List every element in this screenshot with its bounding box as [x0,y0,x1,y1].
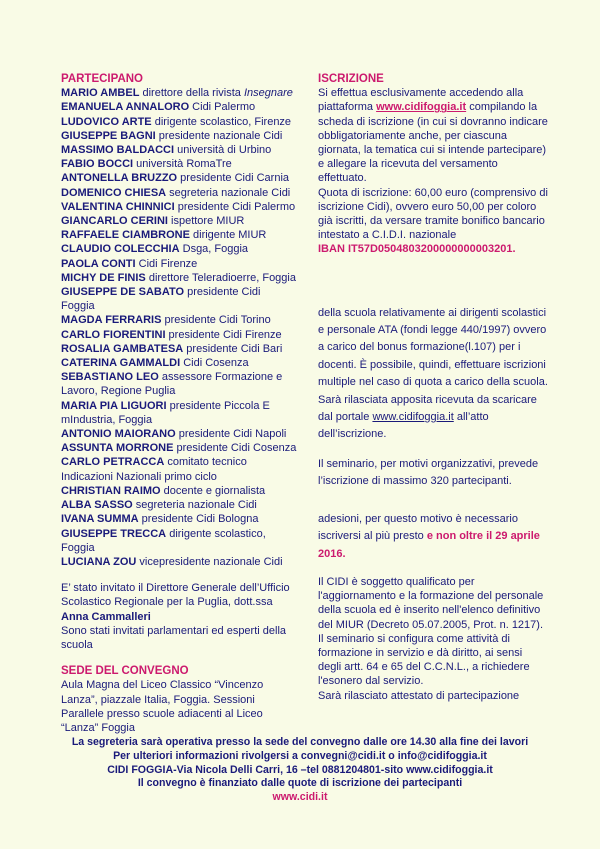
spacer [318,563,548,575]
registration-paragraph-3 [318,305,548,444]
participant-name: GIUSEPPE BAGNI [61,129,156,142]
participant-item [61,200,297,214]
participant-item [61,527,297,555]
participant-item [61,100,297,114]
footer-line-3: CIDI FOGGIA-Via Nicola Delli Carri, 16 –tel 0881204801-sito www.cidifoggia.it [107,763,493,776]
participant-name: MAGDA FERRARIS [61,314,162,327]
participant-name: PAOLA CONTI [61,257,136,270]
participant-role: presidente Cidi Firenze [165,328,282,341]
participant-name: VALENTINA CHINNICI [61,200,175,213]
invite-name: Anna Cammalleri [61,610,151,623]
participant-role: presidente Cidi Foggia [61,286,261,313]
participant-role: presidente Cidi Cosenza [173,442,297,455]
venue-text: Aula Magna del Liceo Classico “Vincenzo Lanza”, piazzale Italia, Foggia. Sessioni Parallele presso scuole adiacenti al Liceo “Lanza” Foggia [61,679,264,734]
participant-item [61,370,297,398]
participant-item [61,455,297,483]
participant-name: GIUSEPPE DE SABATO [61,286,185,299]
footer [40,736,560,805]
footer-line-1: La segreteria sarà operativa presso la sede del convegno dalle ore 14.30 alla fine dei lavori [71,736,529,748]
participant-item [61,143,297,157]
registration-paragraph-1 [318,86,548,185]
left-column [61,72,297,735]
participant-item [61,214,297,228]
participant-name: CLAUDIO COLECCHIA [61,243,180,256]
cidifoggia-link[interactable]: www.cidifoggia.it [376,101,467,114]
participant-name: MASSIMO BALDACCI [61,144,175,157]
participant-role: presidente Cidi Palermo [174,200,296,213]
participant-item [61,271,297,285]
participant-name: MARIO AMBEL [61,87,140,100]
participant-role: università RomaTre [133,158,232,171]
participant-role: direttore Teleradioerre, Foggia [145,271,296,284]
participant-role: presidente Cidi Napoli [175,428,287,441]
venue-heading: SEDE DEL CONVEGNO [61,665,189,678]
participant-name: ANTONIO MAIORANO [61,428,176,441]
participant-role: segreteria nazionale Cidi [132,499,257,512]
participant-item [61,257,297,271]
footer-website-link[interactable]: www.cidi.it [272,791,328,804]
participant-item [61,498,297,512]
participant-item [61,328,297,342]
participant-role: università di Urbino [174,144,272,157]
registration-paragraph-2: Quota di iscrizione: 60,00 euro (comprensivo di iscrizione Cidi), ovvero euro 50,00 per coloro già iscritti, da versare tramite bonifico bancario intestato a C.I.D.I. nazionale [318,186,548,242]
registration-paragraph-7: Sarà rilasciato attestato di partecipazione [318,689,520,702]
right-column [318,72,548,703]
participants-heading: PARTECIPANO [61,73,143,85]
registration-paragraph-4: Il seminario, per motivi organizzativi, prevede l’iscrizione di massimo 320 partecipanti. [318,457,539,488]
footer-line-2: Per ulteriori informazioni rivolgersi a convegni@cidi.it o info@cidifoggia.it [113,749,487,762]
registration-heading: ISCRIZIONE [318,73,384,85]
participant-item [61,115,297,129]
participant-role: vicepresidente nazionale Cidi [136,555,283,568]
participant-item [61,313,297,327]
participant-item [61,441,297,455]
registration-text: compilando la scheda di iscrizione (in cui si dovranno indicare obbligatoriamente anche, per ciascuna giornata, la tematica cui si intende partecipare) e allegare la ricevuta del versamento effettuato. [318,101,548,185]
registration-text: Si effettua esclusivamente accedendo alla piattaforma [318,87,524,114]
participant-item [61,157,297,171]
participant-role: Cidi Cosenza [180,357,249,370]
participant-item [61,228,297,242]
spacer [318,257,548,305]
spacer [318,444,548,456]
registration-text: all’atto dell’iscrizione. [318,411,489,441]
participant-role: presidente Cidi Carnia [177,172,289,185]
participant-role: Cidi Firenze [135,257,198,270]
participant-name: MARIA PIA LIGUORI [61,399,167,412]
participant-item [61,86,297,100]
spacer [61,569,297,581]
participant-item [61,186,297,200]
participant-name: CATERINA GAMMALDI [61,357,181,370]
spacer [61,652,297,664]
participant-name: LUCIANA ZOU [61,555,137,568]
participant-name: LUDOVICO ARTE [61,115,152,128]
participant-name: EMANUELA ANNALORO [61,101,190,114]
participant-name: ANTONELLA BRUZZO [61,172,178,185]
invite-paragraph [61,581,297,624]
participant-name: ROSALIA GAMBATESA [61,342,184,355]
participant-item [61,242,297,256]
invite-text: E’ stato invitato il Direttore Generale dell’Ufficio Scolastico Regionale per la Puglia, dott.ssa [61,582,290,609]
iban: IBAN IT57D0504803200000000003201. [318,243,516,256]
participant-name: FABIO BOCCI [61,158,134,171]
participant-item [61,342,297,356]
participant-name: DOMENICO CHIESA [61,186,167,199]
participant-item [61,427,297,441]
footer-line-4: Il convegno è finanziato dalle quote di iscrizione dei partecipanti [137,777,463,790]
participant-name: ALBA SASSO [61,499,133,512]
participant-name: CARLO FIORENTINI [61,328,166,341]
participant-role: Dsga, Foggia [179,243,249,256]
participant-role: presidente nazionale Cidi [155,129,283,142]
registration-text: della scuola relativamente ai dirigenti scolastici e personale ATA (fondi legge 440/1997) ovvero a carico del bonus formazione(l.107) per i docenti. È possibile, quindi, effettuare iscrizioni multiple nel caso di quota a carico della scuola. Sarà rilasciata apposita ricevuta da scaricare dal portale [318,306,548,424]
participant-name: MICHY DE FINIS [61,271,146,284]
participant-item [61,285,297,313]
participant-role: assessore Formazione e Lavoro, Regione Puglia [61,371,283,398]
participant-name: SEBASTIANO LEO [61,371,159,384]
participant-item [61,171,297,185]
participant-name: ASSUNTA MORRONE [61,442,174,455]
registration-paragraph-6: Il CIDI è soggetto qualificato per l'aggiornamento e la formazione del personale della scuola ed è inserito nell'elenco definitivo del MIUR (Decreto 05.07.2005, Prot. n. 1217). Il seminario si configura come attività di formazione in servizio e dà diritto, ai sensi degli artt. 64 e 65 del C.C.N.L., a richiedere l'esonero dal servizio. [318,575,544,688]
participant-role: comitato tecnico Indicazioni Nazionali primo ciclo [61,456,247,483]
participant-item [61,512,297,526]
spacer [318,491,548,511]
participant-item [61,484,297,498]
registration-paragraph-5 [318,511,548,563]
participant-item [61,555,297,569]
participant-role: dirigente scolastico, Foggia [61,527,266,554]
participant-role: dirigente scolastico, Firenze [151,115,292,128]
participant-role: presidente Piccola E mIndustria, Foggia [61,399,270,426]
participant-role: docente e giornalista [160,484,266,497]
participant-item [61,356,297,370]
participant-name: GIUSEPPE TRECCA [61,527,167,540]
participant-name: CHRISTIAN RAIMO [61,484,161,497]
participant-role-italic: Insegnare [243,87,293,100]
registration-text: adesioni, per questo motivo è necessario iscriversi al più presto [318,512,518,543]
participant-role: presidente Cidi Bologna [138,513,259,526]
participant-name: RAFFAELE CIAMBRONE [61,229,190,242]
participant-item [61,129,297,143]
participant-role: presidente Cidi Bari [183,342,283,355]
participant-name: CARLO PETRACCA [61,456,165,469]
participant-role: ispettore MIUR [167,215,245,228]
participant-name: IVANA SUMMA [61,513,139,526]
deadline-text: e non oltre il 29 aprile 2016. [318,530,540,560]
invite-paragraph-2: Sono stati invitati parlamentari ed esperti della scuola [61,624,287,651]
participant-role: direttore della rivista [139,87,244,100]
participant-name: GIANCARLO CERINI [61,215,168,228]
cidifoggia-portal-link[interactable]: www.cidifoggia.it [372,411,454,424]
participant-role: dirigente MIUR [189,229,267,242]
participant-role: Cidi Palermo [189,101,256,114]
participant-role: segreteria nazionale Cidi [166,186,291,199]
participant-item [61,399,297,427]
participant-role: presidente Cidi Torino [161,314,271,327]
participants-list [61,86,297,569]
